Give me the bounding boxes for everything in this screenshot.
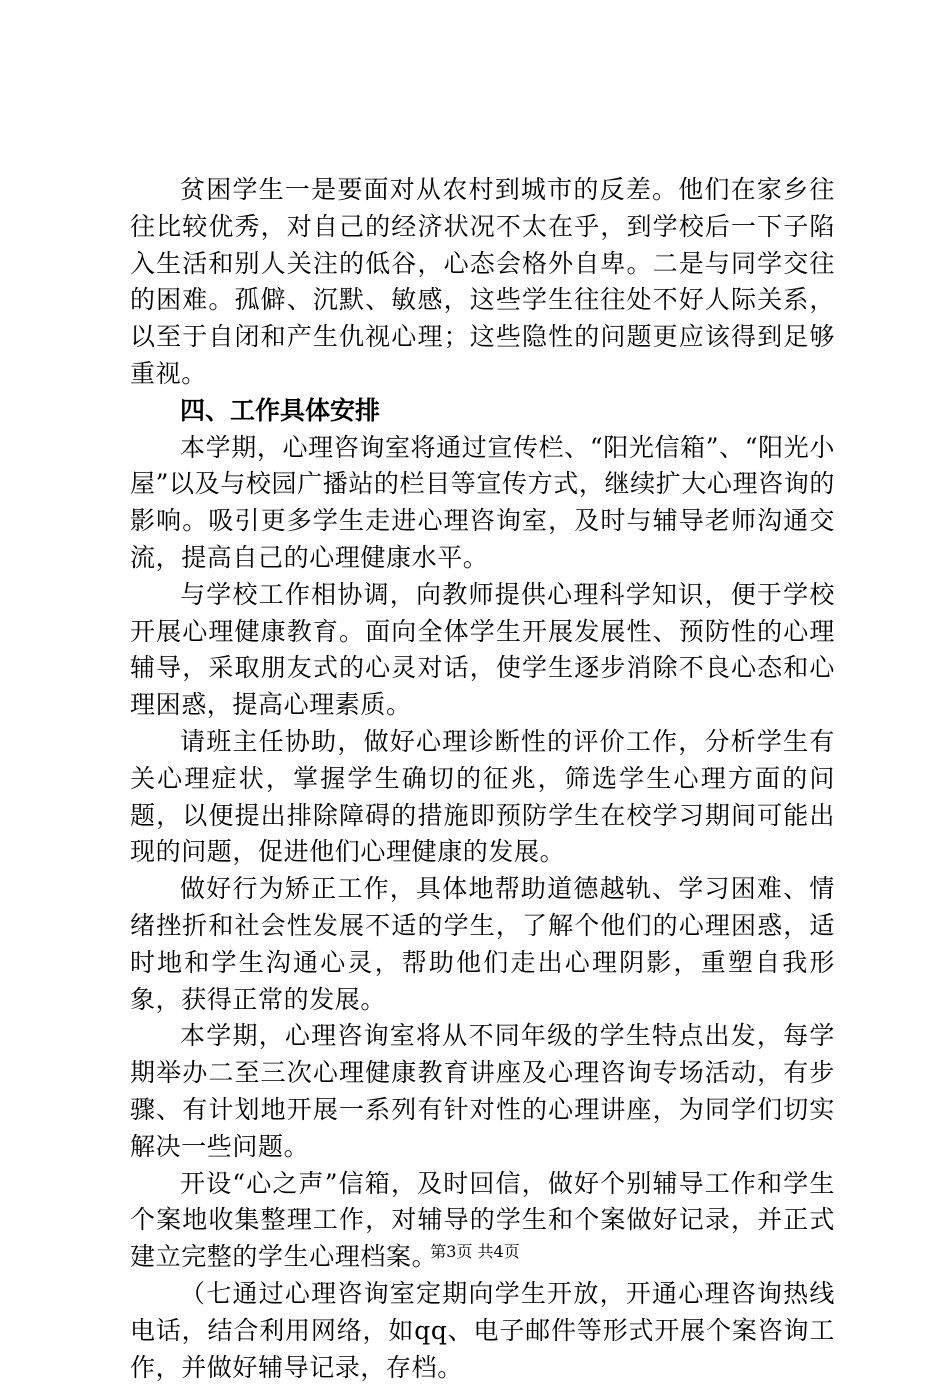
- paragraph-behavior-correction: 做好行为矫正工作，具体地帮助道德越轨、学习困难、情绪挫折和社会性发展不适的学生，了解个他们的心理困惑，适时地和学生沟通心灵，帮助他们走出心理阴影，重塑自我形象，获得正常的发展。: [130, 874, 835, 1014]
- paragraph-lectures: 本学期，心理咨询室将从不同年级的学生特点出发，每学期举办二至三次心理健康教育讲座及心理咨询专场活动，有步骤、有计划地开展一系列有针对性的心理讲座，为同学们切实解决一些问题。: [130, 1021, 835, 1161]
- document-body: [130, 172, 835, 1386]
- paragraph-coordination: 与学校工作相协调，向教师提供心理科学知识，便于学校开展心理健康教育。面向全体学生开展发展性、预防性的心理辅导，采取朋友式的心灵对话，使学生逐步消除不良心态和心理困惑，提高心理素质。: [130, 579, 835, 720]
- paragraph-mailbox: 开设“心之声”信箱，及时回信，做好个别辅导工作和学生个案地收集整理工作，对辅导的学生和个案做好记录，并正式建立完整的学生心理档案。: [130, 1168, 835, 1272]
- page-number-footer: 第3页 共4页: [430, 1242, 520, 1261]
- paragraph-hotline: （七通过心理咨询室定期向学生开放，开通心理咨询热线电话，结合利用网络，如qq、电子邮件等形式开展个案咨询工作，并做好辅导记录，存档。: [130, 1278, 835, 1382]
- paragraph-poor-students: 贫困学生一是要面对从农村到城市的反差。他们在家乡往往比较优秀，对自己的经济状况不太在乎，到学校后一下子陷入生活和别人关注的低谷，心态会格外自卑。二是与同学交往的困难。孤僻、沉默、敏感，这些学生往往处不好人际关系，以至于自闭和产生仇视心理；这些隐性的问题更应该得到足够重视。: [130, 175, 835, 388]
- section-heading: 四、工作具体安排: [180, 395, 381, 425]
- paragraph-publicity: 本学期，心理咨询室将通过宣传栏、“阳光信箱”、“阳光小屋”以及与校园广播站的栏目等宣传方式，继续扩大心理咨询的影响。吸引更多学生走进心理咨询室，及时与辅导老师沟通交流，提高自己的心理健康水平。: [130, 432, 835, 572]
- paragraph-diagnosis: 请班主任协助，做好心理诊断性的评价工作，分析学生有关心理症状，掌握学生确切的征兆，筛选学生心理方面的问题，以便提出排除障碍的措施即预防学生在校学习期间可能出现的问题，促进他们心理健康的发展。: [130, 726, 835, 867]
